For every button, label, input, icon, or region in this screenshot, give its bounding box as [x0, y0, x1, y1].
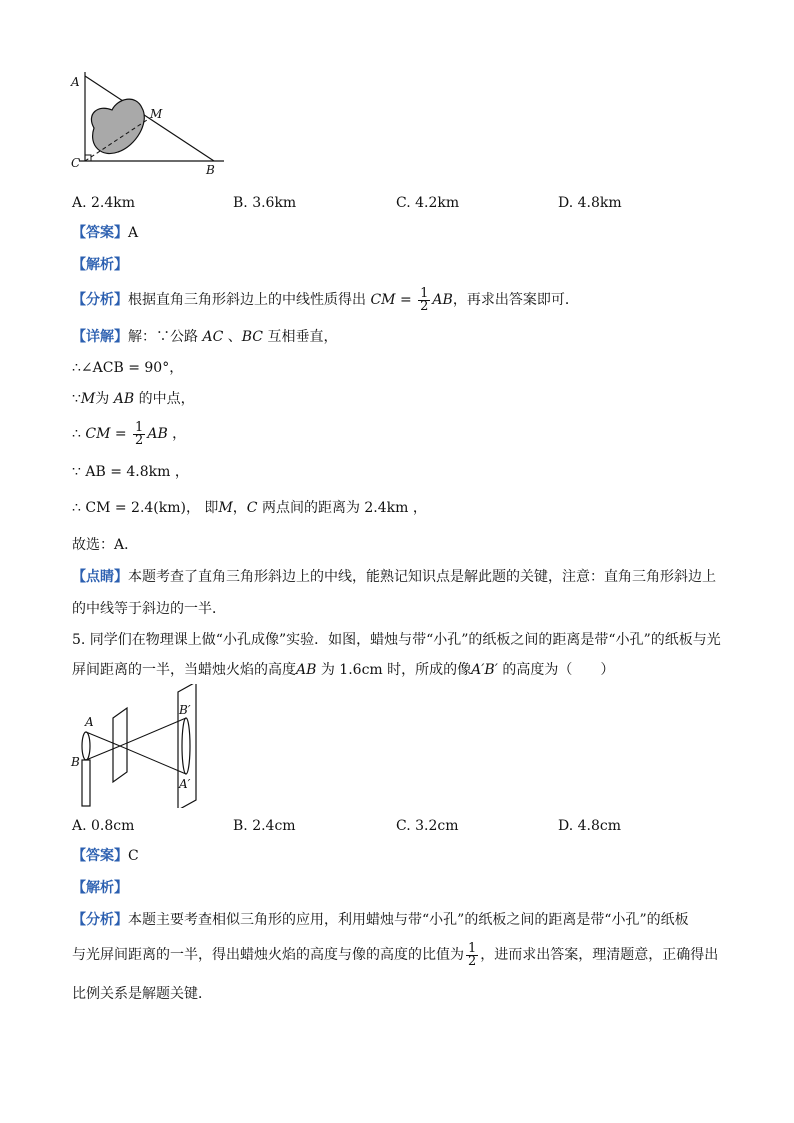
answer-value: A: [128, 225, 139, 241]
label-m: M: [150, 107, 163, 121]
lake-shape: [91, 99, 144, 153]
pinhole-board: [113, 708, 127, 782]
q5-analysis-heading: 【解析】: [72, 880, 128, 896]
fenxi-line: 【分析】根据直角三角形斜边上的中线性质得出 CM = $\frac{1}{2}$ AB，再求出答案即可．: [72, 285, 579, 314]
label-b: B: [206, 163, 215, 177]
analysis-heading: 【解析】: [72, 257, 128, 273]
option-c: C. 4.2km: [396, 195, 460, 211]
candle-flame: [82, 732, 90, 760]
dianjing-line: 【点睛】本题考查了直角三角形斜边上的中线，能熟记知识点是解此题的关键，注意：直角三角形斜边上: [72, 569, 716, 585]
label-a: A: [71, 75, 80, 89]
label-c: C: [71, 156, 81, 170]
candle-body: [82, 760, 90, 806]
q5-fenxi-line-2: 与光屏间距离的一半，得出蜡烛火焰的高度与像的高度的比值为 $\frac{1}{2}$ ，进而求出答案，理清题意，正确得出: [72, 940, 719, 969]
option-a: A. 2.4km: [72, 195, 136, 211]
step-ab-length: ∵ AB = 4.8km ，: [72, 464, 189, 480]
q5-stem-1: 5. 同学们在物理课上做“小孔成像”实验．如图，蜡烛与带“小孔”的纸板之间的距离是带“小孔”的纸板与光: [72, 632, 721, 648]
q5-stem-2: 屏间距离的一半，当蜡烛火焰的高度AB 为 1.6cm 时，所成的像A′B′ 的高度为（ ）: [72, 662, 615, 678]
q5-fenxi-line-3: 比例关系是解题关键．: [72, 986, 212, 1002]
image-flame: [182, 718, 190, 774]
right-triangle-figure: [66, 66, 226, 178]
q5-fenxi-line-1: 【分析】本题主要考查相似三角形的应用，利用蜡烛与带“小孔”的纸板之间的距离是带“小孔”的纸板: [72, 912, 689, 928]
dianjing-line-2: 的中线等于斜边的一半．: [72, 601, 226, 617]
label-a-prime: A′: [179, 777, 191, 791]
step-angle: ∴∠ACB = 90°，: [72, 360, 184, 376]
choose-line: 故选：A．: [72, 537, 139, 553]
step-cm-value: ∴ CM = 2.4(km)， 即M，C 两点间的距离为 2.4km ，: [72, 500, 427, 516]
xiangjie-line: 【详解】解：∵公路 AC 、BC 互相垂直，: [72, 329, 338, 345]
q5-option-c: C. 3.2cm: [396, 818, 459, 834]
label-b: B: [71, 755, 80, 769]
q5-option-a: A. 0.8cm: [72, 818, 135, 834]
step-midpoint: ∵M为 AB 的中点，: [72, 391, 195, 407]
option-b: B. 3.6km: [233, 195, 297, 211]
label-a: A: [85, 715, 94, 729]
answer-tag: 【答案】: [72, 225, 128, 241]
step-cm-half: ∴ CM = $\frac{1}{2}$ AB ，: [72, 419, 187, 448]
pinhole-figure: [68, 684, 208, 808]
q5-option-d: D. 4.8cm: [558, 818, 622, 834]
answer-line: [72, 223, 138, 243]
ray-bp: [120, 718, 186, 746]
q5-answer-line: 【答案】C: [72, 848, 139, 864]
ray-ap: [120, 746, 186, 774]
q5-option-b: B. 2.4cm: [233, 818, 296, 834]
label-b-prime: B′: [179, 703, 191, 717]
ray-b: [86, 746, 120, 760]
fraction-half: $\frac{1}{2}$: [468, 940, 477, 969]
option-d: D. 4.8km: [558, 195, 622, 211]
ray-a: [86, 732, 120, 746]
fraction-half: $\frac{1}{2}$: [420, 285, 429, 314]
